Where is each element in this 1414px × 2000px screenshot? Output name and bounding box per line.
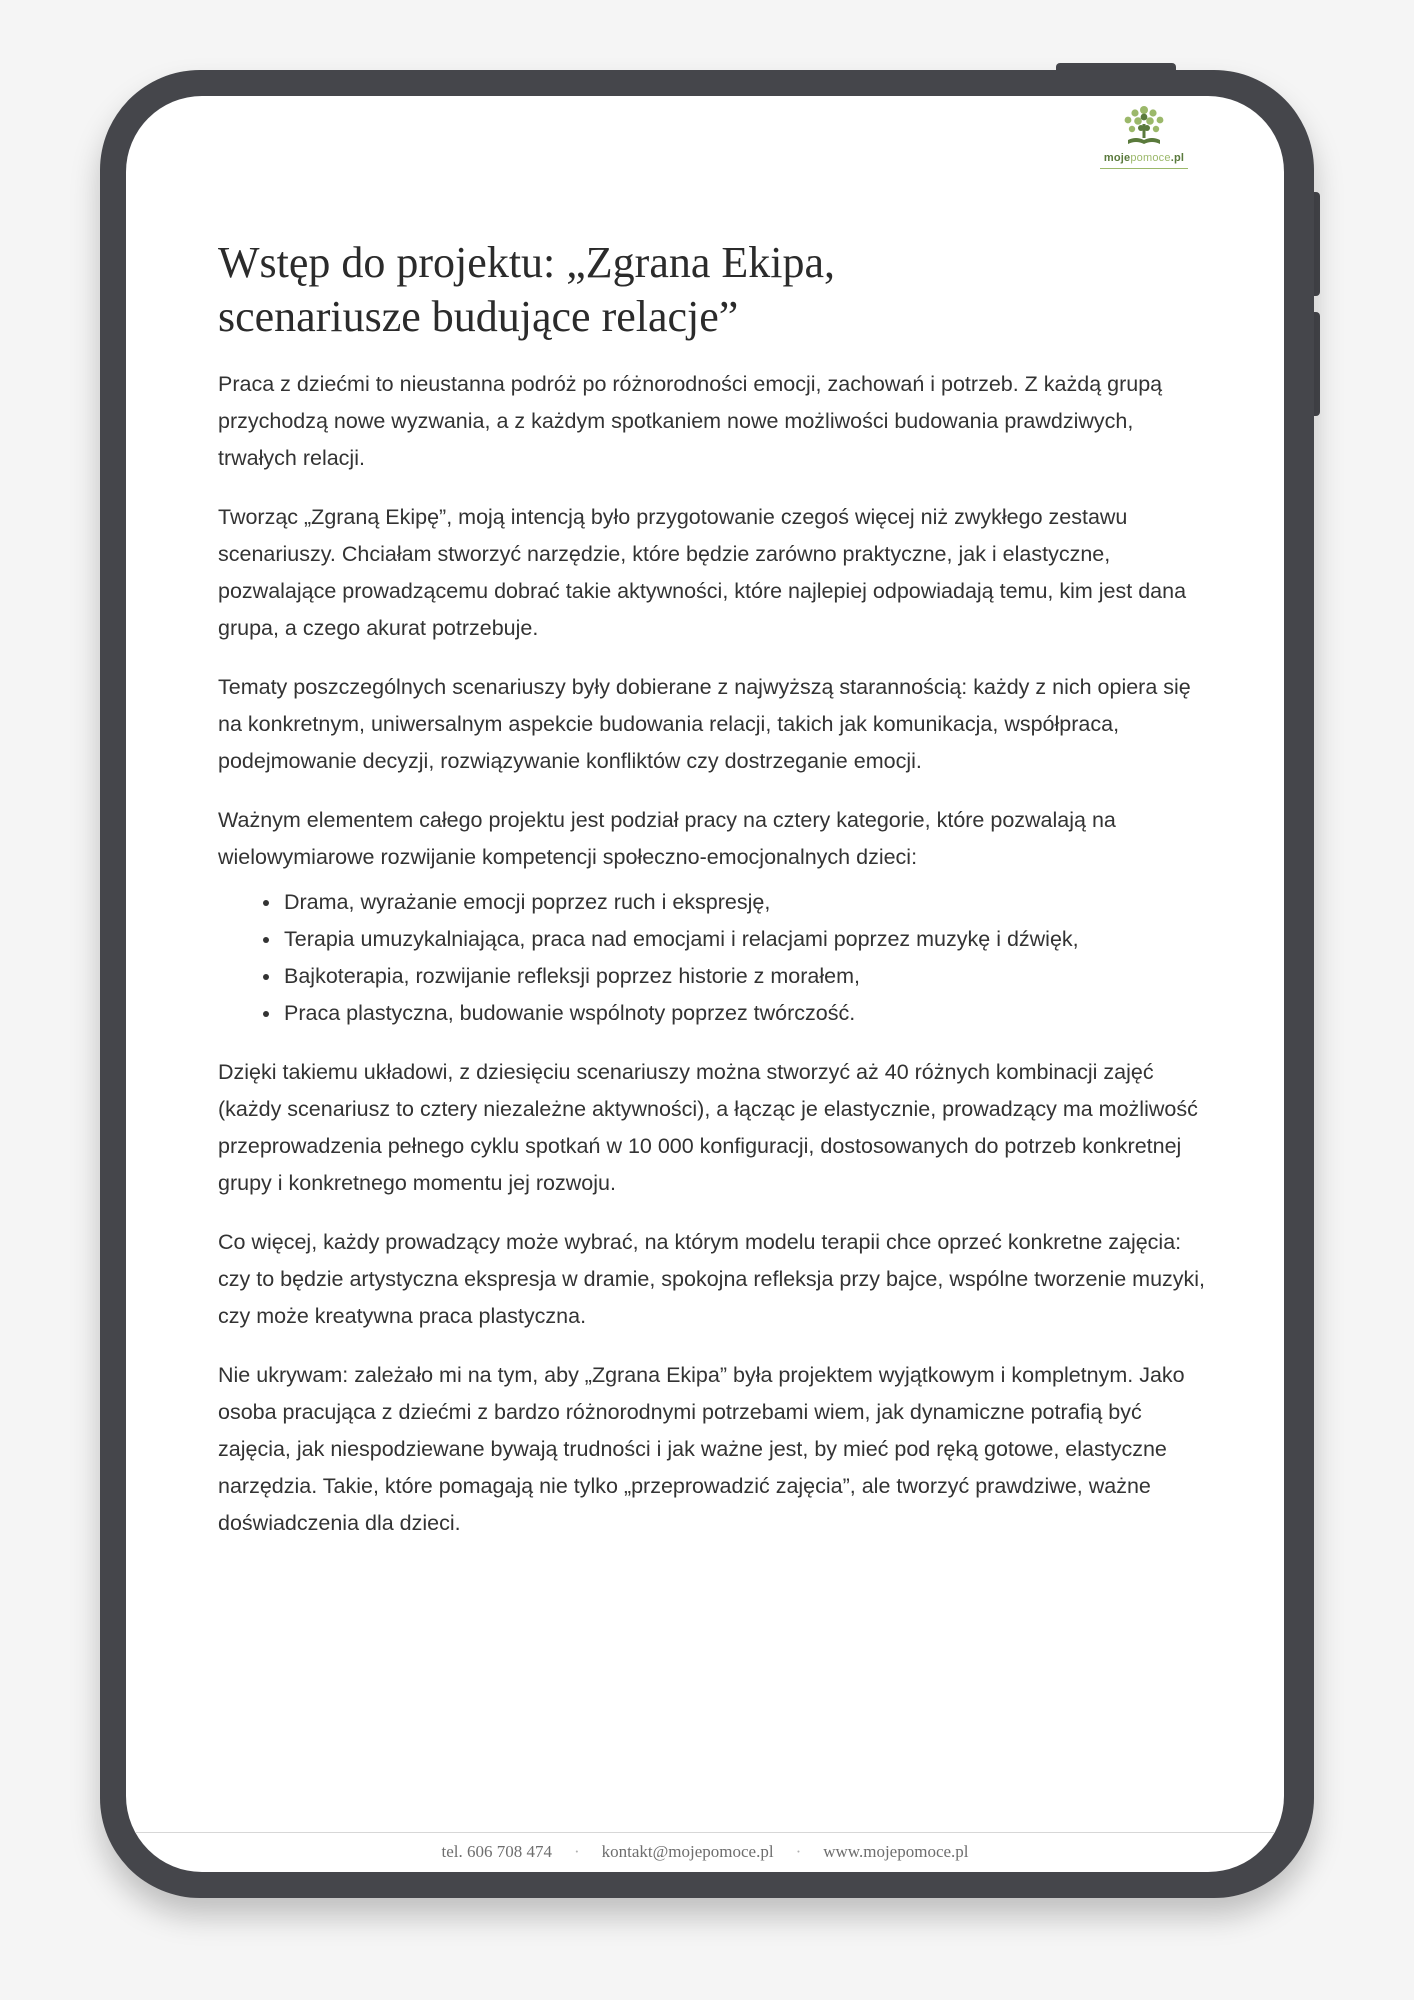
footer-email: kontakt@mojepomoce.pl [601,1842,774,1861]
paragraph-4: Ważnym elementem całego projektu jest podział pracy na cztery kategorie, które pozwalają na wielowymiarowe rozwijanie kompetencji społeczno-emocjonalnych dzieci: [218,808,1116,869]
list-item: • Praca plastyczna, budowanie wspólnoty poprzez twórczość. [282,995,1208,1032]
site-logo [1094,102,1194,172]
list-item: • Drama, wyrażanie emocji poprzez ruch i ekspresję, [282,884,1208,921]
paragraph-2: Tworząc „Zgraną Ekipę”, moją intencją było przygotowanie czegoś więcej niż zwykłego zestawu scenariuszy. Chciałam stworzyć narzędzie, które będzie zarówno praktyczne, jak i elastyczne, pozwalające prowadzącemu dobrać takie aktywności, które najlepiej odpowiadają temu, kim jest dana grupa, a czego akurat potrzebuje. [218,505,1187,640]
list-item: • Terapia umuzykalniająca, praca nad emocjami i relacjami poprzez muzykę i dźwięk, [282,921,1208,958]
paragraph-1: Praca z dziećmi to nieustanna podróż po różnorodności emocji, zachowań i potrzeb. Z każdą grupą przychodzą nowe wyzwania, a z każdym spotkaniem nowe możliwości budowania prawdziwych, trwałych relacji. [218,372,1163,470]
footer-divider [136,1832,1274,1833]
paragraph-7: Nie ukrywam: zależało mi na tym, aby „Zgrana Ekipa” była projektem wyjątkowym i kompletnym. Jako osoba pracująca z dziećmi z bardzo różnorodnymi potrzebami wiem, jak dynamiczne potrafią być zajęcia, jak niespodziewane bywają trudności i jak ważne jest, by mieć pod ręką gotowe, elastyczne narzędzia. Takie, które pomagają nie tylko „przeprowadzić zajęcia”, ale tworzyć prawdziwe, ważne doświadczenia dla dzieci. [218,1363,1185,1535]
tree-with-book-logo-icon [1094,102,1194,152]
paragraph-5: Dzięki takiemu układowi, z dziesięciu scenariuszy można stworzyć aż 40 różnych kombinacji zajęć (każdy scenariusz to cztery niezależne aktywności), a łącząc je elastycznie, prowadzący ma możliwość przeprowadzenia pełnego cyklu spotkań w 10 000 konfiguracji, dostosowanych do potrzeb konkretnej grupy i konkretnego momentu jej rozwoju. [218,1060,1198,1195]
page-footer [126,1842,1284,1862]
footer-website: www.mojepomoce.pl [823,1842,969,1861]
logo-wordmark: mojepomoce.pl [1103,152,1185,164]
paragraph-3: Tematy poszczególnych scenariuszy były dobierane z najwyższą starannością: każdy z nich opiera się na konkretnym, uniwersalnym aspekcie budowania relacji, takich jak komunikacja, współpraca, podejmowanie decyzji, rozwiązywanie konfliktów czy dostrzeganie emocji. [218,675,1191,773]
category-list [218,876,1208,1032]
logo-underline [1100,168,1188,169]
document-title: Wstęp do projektu: „Zgrana Ekipa, scenariusze budujące relacje” [218,238,836,341]
footer-separator: · [795,1842,802,1861]
list-item: • Bajkoterapia, rozwijanie refleksji poprzez historie z morałem, [282,958,1208,995]
document-content [218,236,1208,1564]
tablet-frame [100,70,1314,1898]
footer-phone: tel. 606 708 474 [441,1842,552,1861]
footer-separator: · [573,1842,580,1861]
tablet-screen [126,96,1284,1872]
paragraph-6: Co więcej, każdy prowadzący może wybrać, na którym modelu terapii chce oprzeć konkretne zajęcia: czy to będzie artystyczna ekspresja w dramie, spokojna refleksja przy bajce, wspólne tworzenie muzyki, czy może kreatywna praca plastyczna. [218,1230,1206,1328]
